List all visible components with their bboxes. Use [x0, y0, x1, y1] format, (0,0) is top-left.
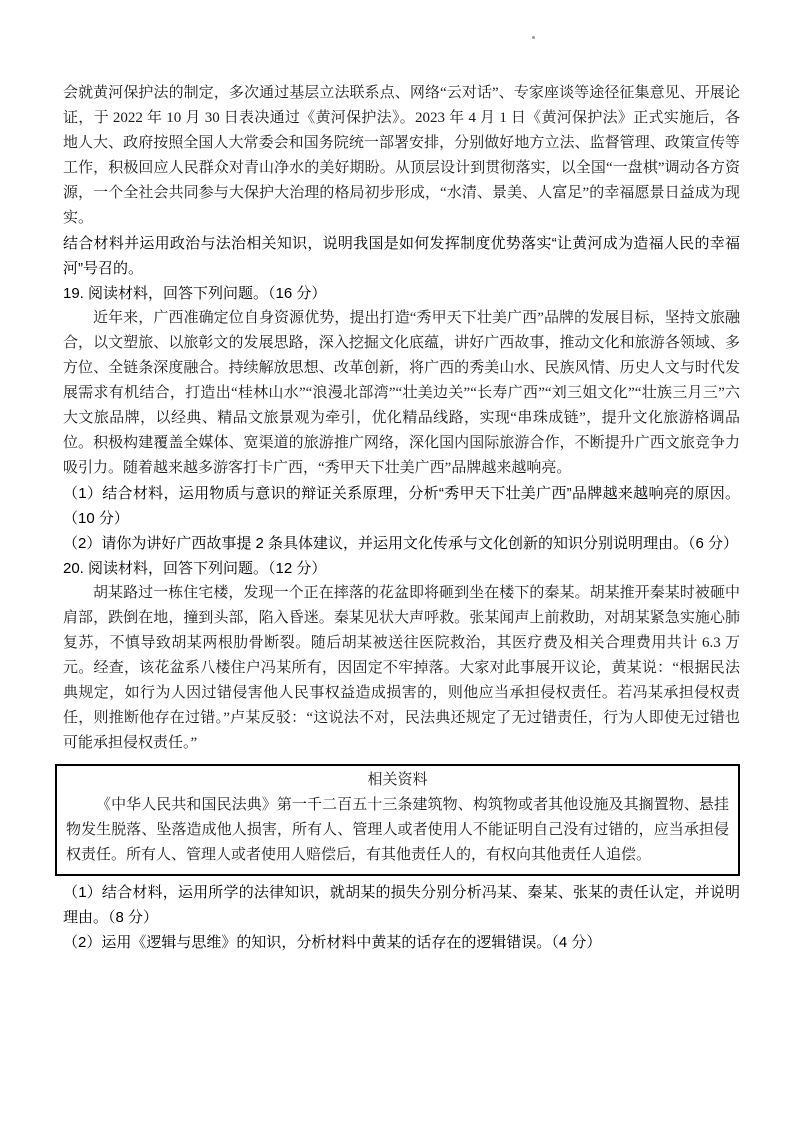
related-info-box-title: 相关资料: [367, 772, 428, 788]
q20-subquestion-1: （1）结合材料，运用所学的法律知识，就胡某的损失分别分析冯某、秦某、张某的责任认定，并说明理由。（8 分）: [63, 884, 740, 926]
q20-material: 胡某路过一栋住宅楼，发现一个正在摔落的花盆即将砸到坐在楼下的秦某。胡某推开秦某时被砸中肩部，跌倒在地，撞到头部，陷入昏迷。秦某见状大声呼救。张某闻声上前救助，对胡某紧急实施心肺复苏，不慎导致胡某两根肋骨断裂。随后胡某被送往医院救治，其医疗费及相关合理费用共计 6.3 万元。经查，该花盆系八楼住户冯某所有，因固定不牢掉落。大家对此事展开议论，黄某说：“根据民法典规定，如行为人因过错侵害他人民事权益造成损害的，则他应当承担侵权责任。若冯某承担侵权责任，则推断他存在过错。”卢某反驳：“这说法不对，民法典还规定了无过错责任，行为人即使无过错也可能承担侵权责任。”: [63, 585, 740, 751]
q18-material-continuation: 会就黄河保护法的制定，多次通过基层立法联系点、网络“云对话”、专家座谈等途径征集意见、开展论证，于 2022 年 10 月 30 日表决通过《黄河保护法》。2023 年 4 月 1 日《黄河保护法》正式实施后，各地人大、政府按照全国人大常委会和国务院统一部署安排，分别做好地方立法、监督管理、政策宣传等工作，积极回应人民群众对青山净水的美好期盼。从顶层设计到贯彻落实，以全国“一盘棋”调动各方资源，一个全社会共同参与大保护大治理的格局初步形成，“水清、景美、人富足”的幸福愿景日益成为现实。: [63, 85, 740, 226]
q20-header: 20. 阅读材料，回答下列问题。（12 分）: [63, 560, 327, 577]
q19-subquestion-2: （2）请你为讲好广西故事提 2 条具体建议，并运用文化传承与文化创新的知识分别说明理由。（6 分）: [63, 535, 739, 552]
q18-stem: 结合材料并运用政治与法治相关知识，说明我国是如何发挥制度优势落实“让黄河成为造福人民的幸福河”号召的。: [63, 235, 740, 277]
stray-dot-mark: [532, 36, 535, 39]
q19-header: 19. 阅读材料，回答下列问题。（16 分）: [63, 285, 327, 302]
related-info-box-body: 《中华人民共和国民法典》第一千二百五十三条建筑物、构筑物或者其他设施及其搁置物、悬挂物发生脱落、坠落造成他人损害，所有人、管理人或者使用人不能证明自己没有过错的，应当承担侵权责任。所有人、管理人或者使用人赔偿后，有其他责任人的，有权向其他责任人追偿。: [66, 797, 729, 863]
q20-subquestion-2: （2）运用《逻辑与思维》的知识，分析材料中黄某的话存在的逻辑错误。（4 分）: [63, 934, 602, 951]
page-content: [63, 81, 740, 955]
related-info-box: [55, 764, 740, 876]
q19-subquestion-1: （1）结合材料，运用物质与意识的辩证关系原理，分析“秀甲天下壮美广西”品牌越来越响亮的原因。（10 分）: [63, 485, 740, 527]
q19-material: 近年来，广西准确定位自身资源优势，提出打造“秀甲天下壮美广西”品牌的发展目标，坚持文旅融合，以文塑旅、以旅彰文的发展思路，深入挖掘文化底蕴，讲好广西故事，推动文化和旅游各领域、多方位、全链条深度融合。持续解放思想、改革创新，将广西的秀美山水、民族风情、历史人文与时代发展需求有机结合，打造出“桂林山水”“浪漫北部湾”“壮美边关”“长寿广西”“刘三姐文化”“壮族三月三”六大文旅品牌，以经典、精品文旅景观为牵引，优化精品线路，实现“串珠成链”，提升文化旅游格调品位。积极构建覆盖全媒体、宽渠道的旅游推广网络，深化国内国际旅游合作，不断提升广西文旅竞争力吸引力。随着越来越多游客打卡广西，“秀甲天下壮美广西”品牌越来越响亮。: [63, 310, 740, 476]
